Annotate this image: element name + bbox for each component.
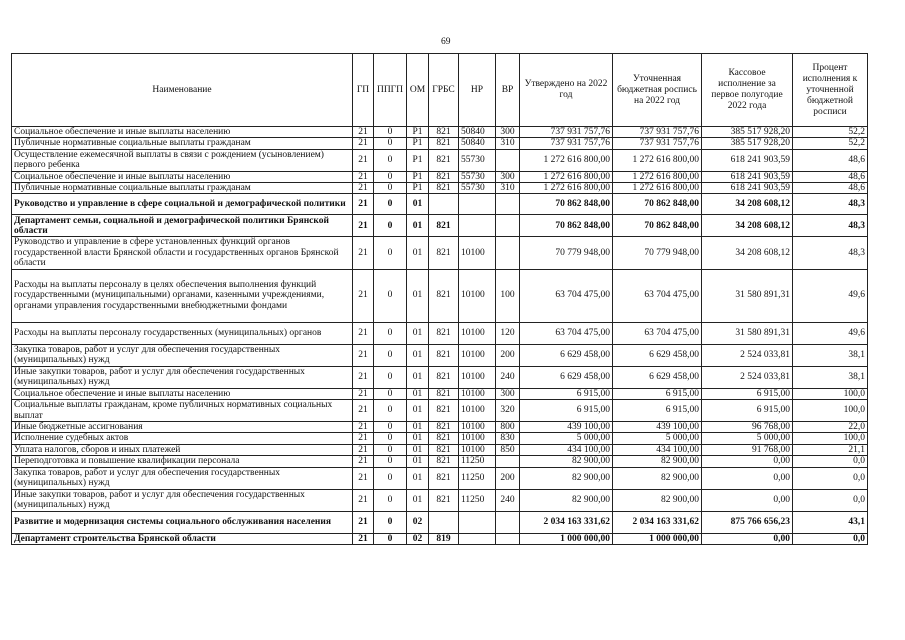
- cell-cash: 0,00: [702, 467, 793, 489]
- cell-name: Руководство и управление в сфере социальной и демографической политики: [12, 194, 353, 215]
- cell-ppgp: 0: [374, 456, 407, 467]
- cell-cash: 34 208 608,12: [702, 215, 793, 237]
- cell-nr: 10100: [459, 322, 496, 344]
- table-row: [12, 456, 868, 467]
- cell-name: Публичные нормативные социальные выплаты гражданам: [12, 138, 353, 149]
- cell-cash: 96 768,00: [702, 422, 793, 433]
- cell-om: 01: [407, 194, 429, 215]
- cell-nr: 11250: [459, 489, 496, 511]
- table-row: [12, 138, 868, 149]
- cell-approved: 6 915,00: [520, 388, 613, 399]
- header-grbs: ГРБС: [429, 54, 459, 127]
- cell-refined: 1 272 616 800,00: [613, 183, 702, 194]
- cell-nr: [459, 194, 496, 215]
- cell-vr: 850: [496, 444, 520, 455]
- cell-ppgp: 0: [374, 344, 407, 366]
- cell-approved: 1 272 616 800,00: [520, 149, 613, 171]
- cell-gp: 21: [353, 444, 374, 455]
- cell-grbs: 821: [429, 456, 459, 467]
- cell-name: Социальные выплаты гражданам, кроме публичных нормативных социальных выплат: [12, 400, 353, 422]
- cell-refined: 82 900,00: [613, 456, 702, 467]
- cell-vr: 300: [496, 171, 520, 182]
- table-body: [12, 127, 868, 545]
- cell-nr: 55730: [459, 171, 496, 182]
- cell-percent: 22,0: [793, 422, 868, 433]
- cell-refined: 434 100,00: [613, 444, 702, 455]
- cell-ppgp: 0: [374, 433, 407, 444]
- cell-ppgp: 0: [374, 183, 407, 194]
- cell-cash: 618 241 903,59: [702, 183, 793, 194]
- cell-cash: 31 580 891,31: [702, 322, 793, 344]
- cell-percent: 48,6: [793, 171, 868, 182]
- table-row: [12, 269, 868, 322]
- cell-gp: 21: [353, 149, 374, 171]
- cell-approved: 1 272 616 800,00: [520, 183, 613, 194]
- cell-name: Уплата налогов, сборов и иных платежей: [12, 444, 353, 455]
- cell-om: 01: [407, 388, 429, 399]
- header-percent: Процент исполнения к уточненной бюджетной росписи: [793, 54, 868, 127]
- table-row: [12, 400, 868, 422]
- cell-name: Переподготовка и повышение квалификации персонала: [12, 456, 353, 467]
- cell-refined: 6 629 458,00: [613, 366, 702, 388]
- cell-vr: [496, 149, 520, 171]
- cell-vr: 800: [496, 422, 520, 433]
- table-row: [12, 467, 868, 489]
- cell-gp: 21: [353, 269, 374, 322]
- cell-grbs: 821: [429, 366, 459, 388]
- table-row: [12, 237, 868, 269]
- cell-om: 02: [407, 533, 429, 544]
- cell-om: 01: [407, 489, 429, 511]
- cell-refined: 2 034 163 331,62: [613, 511, 702, 533]
- cell-name: Иные закупки товаров, работ и услуг для обеспечения государственных (муниципальных) нужд: [12, 366, 353, 388]
- cell-gp: 21: [353, 183, 374, 194]
- cell-ppgp: 0: [374, 322, 407, 344]
- cell-approved: 737 931 757,76: [520, 127, 613, 138]
- cell-ppgp: 0: [374, 467, 407, 489]
- cell-percent: 0,0: [793, 489, 868, 511]
- table-row: [12, 127, 868, 138]
- cell-vr: [496, 533, 520, 544]
- cell-cash: 875 766 656,23: [702, 511, 793, 533]
- cell-vr: [496, 194, 520, 215]
- cell-vr: 240: [496, 366, 520, 388]
- cell-approved: 70 779 948,00: [520, 237, 613, 269]
- cell-ppgp: 0: [374, 149, 407, 171]
- cell-gp: 21: [353, 456, 374, 467]
- cell-refined: 70 779 948,00: [613, 237, 702, 269]
- cell-vr: 240: [496, 489, 520, 511]
- cell-approved: 737 931 757,76: [520, 138, 613, 149]
- cell-ppgp: 0: [374, 422, 407, 433]
- cell-ppgp: 0: [374, 269, 407, 322]
- cell-approved: 1 272 616 800,00: [520, 171, 613, 182]
- cell-gp: 21: [353, 215, 374, 237]
- table-row: [12, 444, 868, 455]
- cell-refined: 82 900,00: [613, 467, 702, 489]
- cell-grbs: 821: [429, 344, 459, 366]
- cell-om: 01: [407, 366, 429, 388]
- cell-approved: 6 629 458,00: [520, 366, 613, 388]
- cell-ppgp: 0: [374, 444, 407, 455]
- cell-refined: 63 704 475,00: [613, 269, 702, 322]
- cell-gp: 21: [353, 433, 374, 444]
- cell-nr: 10100: [459, 237, 496, 269]
- cell-grbs: 821: [429, 489, 459, 511]
- cell-percent: 38,1: [793, 344, 868, 366]
- cell-percent: 48,6: [793, 149, 868, 171]
- cell-cash: 618 241 903,59: [702, 171, 793, 182]
- cell-name: Расходы на выплаты персоналу государственных (муниципальных) органов: [12, 322, 353, 344]
- cell-om: 01: [407, 322, 429, 344]
- header-nr: НР: [459, 54, 496, 127]
- cell-vr: [496, 511, 520, 533]
- header-ppgp: ППГП: [374, 54, 407, 127]
- cell-percent: 48,3: [793, 237, 868, 269]
- cell-name: Социальное обеспечение и иные выплаты населению: [12, 127, 353, 138]
- cell-om: P1: [407, 171, 429, 182]
- table-row: [12, 489, 868, 511]
- cell-nr: 50840: [459, 127, 496, 138]
- table-row: [12, 433, 868, 444]
- cell-approved: 439 100,00: [520, 422, 613, 433]
- cell-ppgp: 0: [374, 127, 407, 138]
- cell-ppgp: 0: [374, 215, 407, 237]
- cell-vr: 310: [496, 183, 520, 194]
- cell-om: P1: [407, 138, 429, 149]
- cell-vr: 120: [496, 322, 520, 344]
- header-approved: Утверждено на 2022 год: [520, 54, 613, 127]
- cell-approved: 70 862 848,00: [520, 215, 613, 237]
- cell-approved: 434 100,00: [520, 444, 613, 455]
- cell-approved: 5 000,00: [520, 433, 613, 444]
- cell-percent: 38,1: [793, 366, 868, 388]
- cell-approved: 82 900,00: [520, 456, 613, 467]
- cell-refined: 82 900,00: [613, 489, 702, 511]
- cell-approved: 70 862 848,00: [520, 194, 613, 215]
- cell-refined: 63 704 475,00: [613, 322, 702, 344]
- cell-grbs: 821: [429, 422, 459, 433]
- cell-percent: 100,0: [793, 400, 868, 422]
- cell-percent: 21,1: [793, 444, 868, 455]
- cell-refined: 737 931 757,76: [613, 138, 702, 149]
- cell-approved: 82 900,00: [520, 467, 613, 489]
- cell-om: P1: [407, 149, 429, 171]
- cell-percent: 48,3: [793, 194, 868, 215]
- cell-grbs: 821: [429, 171, 459, 182]
- header-cash: Кассовое исполнение за первое полугодие 2022 года: [702, 54, 793, 127]
- cell-nr: [459, 533, 496, 544]
- cell-om: 01: [407, 456, 429, 467]
- cell-name: Социальное обеспечение и иные выплаты населению: [12, 171, 353, 182]
- cell-name: Расходы на выплаты персоналу в целях обеспечения выполнения функций государственными (муниципальными) органами, казенными учреждениями, органами управления государственными внебюджетными фондами: [12, 269, 353, 322]
- cell-vr: 200: [496, 467, 520, 489]
- cell-vr: 310: [496, 138, 520, 149]
- cell-gp: 21: [353, 511, 374, 533]
- table-row: [12, 149, 868, 171]
- cell-om: 01: [407, 433, 429, 444]
- cell-nr: [459, 511, 496, 533]
- table-row: [12, 344, 868, 366]
- cell-cash: 618 241 903,59: [702, 149, 793, 171]
- cell-vr: 200: [496, 344, 520, 366]
- cell-name: Публичные нормативные социальные выплаты гражданам: [12, 183, 353, 194]
- cell-gp: 21: [353, 533, 374, 544]
- cell-nr: 50840: [459, 138, 496, 149]
- cell-refined: 1 000 000,00: [613, 533, 702, 544]
- cell-nr: 10100: [459, 422, 496, 433]
- cell-om: 01: [407, 422, 429, 433]
- cell-ppgp: 0: [374, 171, 407, 182]
- cell-percent: 0,0: [793, 533, 868, 544]
- cell-om: 01: [407, 269, 429, 322]
- cell-vr: 300: [496, 127, 520, 138]
- cell-cash: 6 915,00: [702, 400, 793, 422]
- cell-name: Осуществление ежемесячной выплаты в связи с рождением (усыновлением) первого ребенка: [12, 149, 353, 171]
- cell-gp: 21: [353, 127, 374, 138]
- header-vr: ВР: [496, 54, 520, 127]
- table-row: [12, 422, 868, 433]
- budget-table: [11, 53, 868, 545]
- cell-refined: 70 862 848,00: [613, 215, 702, 237]
- cell-gp: 21: [353, 138, 374, 149]
- cell-grbs: 821: [429, 444, 459, 455]
- cell-nr: 11250: [459, 456, 496, 467]
- cell-grbs: 819: [429, 533, 459, 544]
- cell-percent: 100,0: [793, 388, 868, 399]
- cell-ppgp: 0: [374, 388, 407, 399]
- cell-grbs: 821: [429, 138, 459, 149]
- cell-percent: 100,0: [793, 433, 868, 444]
- cell-ppgp: 0: [374, 138, 407, 149]
- cell-name: Социальное обеспечение и иные выплаты населению: [12, 388, 353, 399]
- cell-refined: 439 100,00: [613, 422, 702, 433]
- table-row: [12, 183, 868, 194]
- cell-nr: 11250: [459, 467, 496, 489]
- cell-vr: [496, 456, 520, 467]
- cell-cash: 0,00: [702, 533, 793, 544]
- cell-nr: 10100: [459, 433, 496, 444]
- header-gp: ГП: [353, 54, 374, 127]
- table-row: [12, 388, 868, 399]
- cell-percent: 49,6: [793, 269, 868, 322]
- cell-cash: 31 580 891,31: [702, 269, 793, 322]
- cell-percent: 0,0: [793, 467, 868, 489]
- cell-cash: 385 517 928,20: [702, 127, 793, 138]
- table-row: [12, 533, 868, 544]
- cell-ppgp: 0: [374, 511, 407, 533]
- cell-percent: 48,3: [793, 215, 868, 237]
- cell-approved: 6 629 458,00: [520, 344, 613, 366]
- table-row: [12, 215, 868, 237]
- cell-gp: 21: [353, 388, 374, 399]
- table-row: [12, 322, 868, 344]
- cell-name: Развитие и модернизация системы социального обслуживания населения: [12, 511, 353, 533]
- cell-approved: 63 704 475,00: [520, 269, 613, 322]
- cell-ppgp: 0: [374, 489, 407, 511]
- cell-nr: 10100: [459, 400, 496, 422]
- cell-nr: 10100: [459, 388, 496, 399]
- cell-refined: 5 000,00: [613, 433, 702, 444]
- cell-cash: 0,00: [702, 456, 793, 467]
- cell-cash: 34 208 608,12: [702, 237, 793, 269]
- cell-approved: 2 034 163 331,62: [520, 511, 613, 533]
- cell-percent: 52,2: [793, 138, 868, 149]
- cell-grbs: 821: [429, 237, 459, 269]
- cell-grbs: 821: [429, 269, 459, 322]
- cell-grbs: [429, 194, 459, 215]
- cell-cash: 91 768,00: [702, 444, 793, 455]
- cell-vr: [496, 237, 520, 269]
- cell-grbs: 821: [429, 322, 459, 344]
- cell-grbs: 821: [429, 127, 459, 138]
- cell-ppgp: 0: [374, 194, 407, 215]
- cell-gp: 21: [353, 489, 374, 511]
- cell-refined: 6 915,00: [613, 400, 702, 422]
- table-row: [12, 194, 868, 215]
- cell-grbs: 821: [429, 215, 459, 237]
- cell-gp: 21: [353, 171, 374, 182]
- cell-name: Департамент семьи, социальной и демографической политики Брянской области: [12, 215, 353, 237]
- cell-percent: 48,6: [793, 183, 868, 194]
- header-refined: Уточненная бюджетная роспись на 2022 год: [613, 54, 702, 127]
- cell-nr: [459, 215, 496, 237]
- cell-gp: 21: [353, 366, 374, 388]
- cell-name: Иные закупки товаров, работ и услуг для обеспечения государственных (муниципальных) нужд: [12, 489, 353, 511]
- cell-nr: 10100: [459, 269, 496, 322]
- cell-approved: 82 900,00: [520, 489, 613, 511]
- table-row: [12, 171, 868, 182]
- cell-refined: 6 629 458,00: [613, 344, 702, 366]
- cell-ppgp: 0: [374, 237, 407, 269]
- cell-name: Руководство и управление в сфере установленных функций органов государственной власти Брянской области и государственных органов Брянской области: [12, 237, 353, 269]
- cell-refined: 70 862 848,00: [613, 194, 702, 215]
- table-row: [12, 366, 868, 388]
- cell-approved: 63 704 475,00: [520, 322, 613, 344]
- cell-om: 01: [407, 444, 429, 455]
- cell-nr: 10100: [459, 444, 496, 455]
- cell-name: Департамент строительства Брянской области: [12, 533, 353, 544]
- cell-name: Закупка товаров, работ и услуг для обеспечения государственных (муниципальных) нужд: [12, 344, 353, 366]
- cell-gp: 21: [353, 467, 374, 489]
- cell-percent: 43,1: [793, 511, 868, 533]
- cell-percent: 0,0: [793, 456, 868, 467]
- cell-nr: 10100: [459, 344, 496, 366]
- cell-grbs: 821: [429, 433, 459, 444]
- cell-grbs: 821: [429, 149, 459, 171]
- cell-name: Иные бюджетные ассигнования: [12, 422, 353, 433]
- cell-nr: 55730: [459, 183, 496, 194]
- header-name: Наименование: [12, 54, 353, 127]
- cell-vr: 100: [496, 269, 520, 322]
- cell-cash: 385 517 928,20: [702, 138, 793, 149]
- cell-refined: 6 915,00: [613, 388, 702, 399]
- cell-gp: 21: [353, 400, 374, 422]
- cell-om: 01: [407, 215, 429, 237]
- cell-vr: 830: [496, 433, 520, 444]
- cell-percent: 49,6: [793, 322, 868, 344]
- cell-ppgp: 0: [374, 533, 407, 544]
- cell-grbs: 821: [429, 400, 459, 422]
- cell-om: 01: [407, 400, 429, 422]
- cell-ppgp: 0: [374, 366, 407, 388]
- cell-gp: 21: [353, 344, 374, 366]
- cell-gp: 21: [353, 322, 374, 344]
- cell-refined: 737 931 757,76: [613, 127, 702, 138]
- cell-vr: 320: [496, 400, 520, 422]
- cell-gp: 21: [353, 237, 374, 269]
- cell-name: Закупка товаров, работ и услуг для обеспечения государственных (муниципальных) нужд: [12, 467, 353, 489]
- cell-vr: 300: [496, 388, 520, 399]
- cell-vr: [496, 215, 520, 237]
- cell-grbs: 821: [429, 467, 459, 489]
- cell-percent: 52,2: [793, 127, 868, 138]
- cell-cash: 5 000,00: [702, 433, 793, 444]
- table-row: [12, 511, 868, 533]
- cell-om: 01: [407, 237, 429, 269]
- cell-ppgp: 0: [374, 400, 407, 422]
- header-row: [12, 54, 868, 127]
- cell-approved: 6 915,00: [520, 400, 613, 422]
- cell-cash: 0,00: [702, 489, 793, 511]
- cell-nr: 10100: [459, 366, 496, 388]
- cell-om: 02: [407, 511, 429, 533]
- cell-cash: 2 524 033,81: [702, 366, 793, 388]
- cell-refined: 1 272 616 800,00: [613, 149, 702, 171]
- cell-cash: 2 524 033,81: [702, 344, 793, 366]
- cell-name: Исполнение судебных актов: [12, 433, 353, 444]
- cell-om: 01: [407, 467, 429, 489]
- cell-om: 01: [407, 344, 429, 366]
- cell-om: P1: [407, 183, 429, 194]
- page-number: 69: [441, 37, 451, 47]
- cell-grbs: [429, 511, 459, 533]
- cell-approved: 1 000 000,00: [520, 533, 613, 544]
- cell-gp: 21: [353, 422, 374, 433]
- cell-nr: 55730: [459, 149, 496, 171]
- cell-cash: 6 915,00: [702, 388, 793, 399]
- cell-om: P1: [407, 127, 429, 138]
- cell-refined: 1 272 616 800,00: [613, 171, 702, 182]
- cell-gp: 21: [353, 194, 374, 215]
- cell-grbs: 821: [429, 388, 459, 399]
- header-om: ОМ: [407, 54, 429, 127]
- cell-grbs: 821: [429, 183, 459, 194]
- cell-cash: 34 208 608,12: [702, 194, 793, 215]
